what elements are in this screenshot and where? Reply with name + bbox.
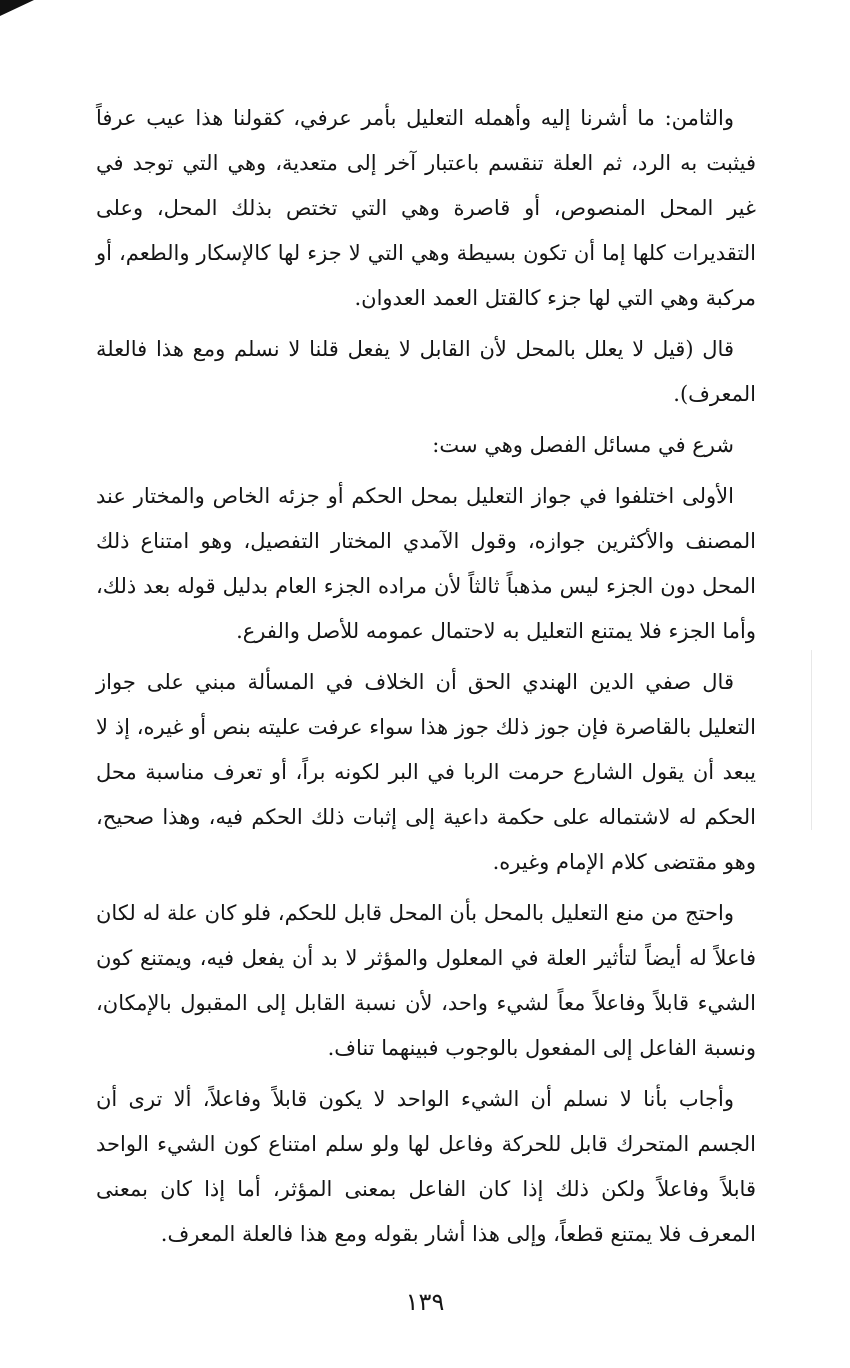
paragraph-hindi-opinion: قال صفي الدين الهندي الحق أن الخلاف في المسألة مبني على جواز التعليل بالقاصرة فإن جوز ذلك جوز هذا سواء عرفت عليته بنص أو غيره، إذ لا يبعد أن يقول الشارع حرمت الربا في البر لكونه براً، أو تعرف مناسبة محل الحكم له لاشتماله على حكمة داعية إلى إثبات ذلك الحكم فيه، وهذا صحيح، وهو مقتضى كلام الإمام وغيره. — [96, 670, 756, 874]
paragraph-first-issue: الأولى اختلفوا في جواز التعليل بمحل الحكم أو جزئه الخاص والمختار عند المصنف والأكثرين جوازه، وقول الآمدي المختار التفصيل، وهو امتناع ذلك المحل دون الجزء ليس مذهباً ثالثاً لأن مراده الجزء العام بدليل قوله بعد ذلك، وأما الجزء فلا يمتنع التعليل به لاحتمال عمومه للأصل والفرع. — [96, 484, 756, 643]
page-number: ١٣٩ — [405, 1288, 445, 1316]
paragraph-objection: واحتج من منع التعليل بالمحل بأن المحل قابل للحكم، فلو كان علة له لكان فاعلاً له أيضاً لتأثير العلة في المعلول والمؤثر لا بد أن يفعل فيه، ويمتنع كون الشيء قابلاً وفاعلاً معاً لشيء واحد، لأن نسبة القابل إلى المقبول بالإمكان، ونسبة الفاعل إلى المفعول بالوجوب فبينهما تناف. — [96, 901, 756, 1060]
binding-shadow-line — [811, 650, 812, 830]
page-body — [96, 96, 756, 1263]
paragraph-section-intro: شرع في مسائل الفصل وهي ست: — [432, 433, 734, 457]
paragraph-quoted-text: قال (قيل لا يعلل بالمحل لأن القابل لا يفعل قلنا لا نسلم ومع هذا فالعلة المعرف). — [96, 337, 756, 406]
corner-crop-mark — [0, 0, 34, 16]
paragraph-eighth-type: والثامن: ما أشرنا إليه وأهمله التعليل بأمر عرفي، كقولنا هذا عيب عرفاً فيثبت به الرد، ثم العلة تنقسم باعتبار آخر إلى متعدية، وهي التي توجد في غير المحل المنصوص، أو قاصرة وهي التي تختص بذلك المحل، وعلى التقديرات كلها إما أن تكون بسيطة وهي التي لا جزء لها كالإسكار والطعم، أو مركبة وهي التي لها جزء كالقتل العمد العدوان. — [96, 106, 756, 310]
paragraph-response: وأجاب بأنا لا نسلم أن الشيء الواحد لا يكون قابلاً وفاعلاً، ألا ترى أن الجسم المتحرك قابل للحركة وفاعل لها ولو سلم امتناع كون الشيء الواحد قابلاً وفاعلاً ولكن ذلك إذا كان الفاعل بمعنى المؤثر، أما إذا كان بمعنى المعرف فلا يمتنع قطعاً، وإلى هذا أشار بقوله ومع هذا فالعلة المعرف. — [96, 1087, 756, 1246]
